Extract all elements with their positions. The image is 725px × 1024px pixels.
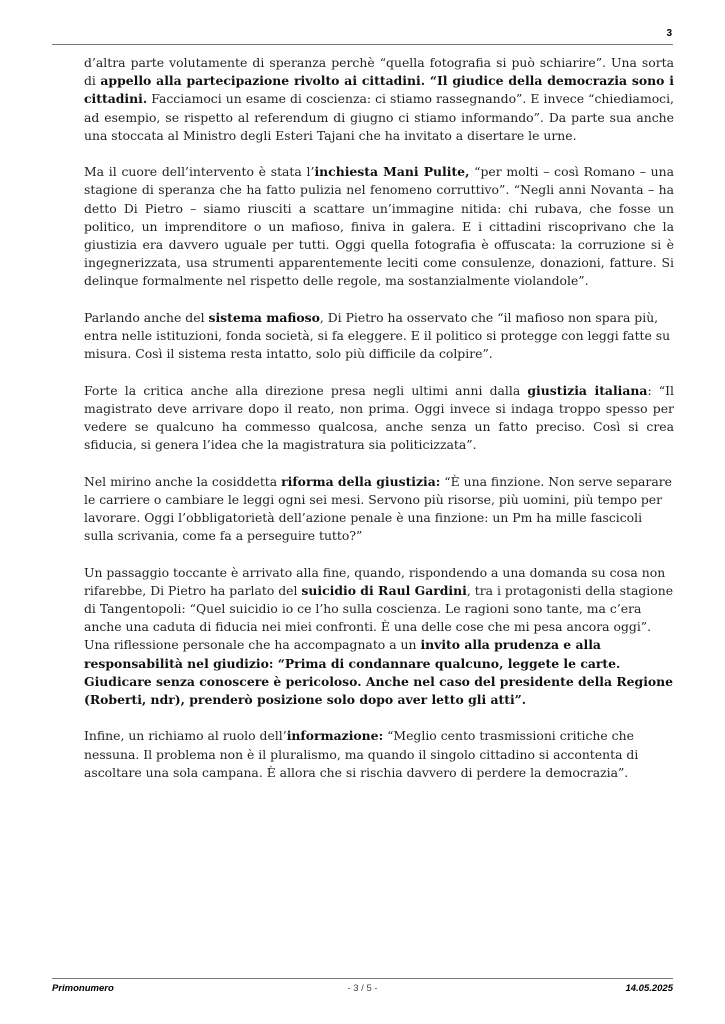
bold-text: informazione: [286,728,384,744]
bold-text: suicidio di Raul Gardini [301,582,467,598]
paragraph-text: , tra i protagonisti della stagione di Tangentopoli: “Quel suicidio io ce l’ho sulla coscienza. Le ragioni sono tante, ma c’era anche una caduta di fiducia nei miei confronti. È una delle cose che mi pesa ancora oggi”. Una riflessione personale che ha accompagnato a un [84,582,674,653]
footer [52,983,673,997]
bold-text: appello alla partecipazione rivolto ai cittadini. “Il giudice della democrazia sono i cittadini. [84,73,674,107]
paragraph-text: d’altra parte volutamente di speranza perchè “quella fotografia si può schiarire”. Una sorta di [84,55,674,89]
paragraph-text: Ma il cuore dell’intervento è stata l’ [84,164,315,180]
page-number: 3 [666,28,672,39]
footer-page-indicator: - 3 / 5 - [347,983,378,994]
bold-text: invito alla prudenza e alla responsabilità nel giudizio: “Prima di condannare qualcuno, leggete le carte. Giudicare senza conoscere è pericoloso. Anche nel caso del presidente della Regione (Roberti, ndr), prenderò posizione solo dopo aver letto gli atti”. [84,637,674,708]
footer-divider [52,978,673,979]
paragraph-text: Nel mirino anche la cosiddetta [84,473,282,489]
paragraph-text: Infine, un richiamo al ruolo dell’ [84,728,287,744]
article-paragraph [84,382,674,455]
header-divider [52,44,673,45]
bold-text: riforma della giustizia: [281,473,441,489]
paragraph-text: “È una finzione. Non serve separare le carriere o cambiare le leggi ogni sei mesi. Servono più risorse, più uomini, più tempo per lavorare. Oggi l’obbligatorietà dell’azione penale è una finzione: un Pm ha mille fascicoli sulla scrivania, come fa a perseguire tutto?” [84,473,672,544]
bold-text: giustizia italiana [527,382,648,398]
footer-publication: Primonumero [52,983,114,994]
article-body [84,54,674,800]
paragraph-text: , Di Pietro ha osservato che “il mafioso non spara più, entra nelle istituzioni, fonda società, si fa eleggere. E il politico si protegge con leggi fatte su misura. Così il sistema resta intatto, solo più difficile da colpire”. [84,309,671,362]
paragraph-text: Un passaggio toccante è arrivato alla fine, quando, rispondendo a una domanda su cosa non rifarebbe, Di Pietro ha parlato del [84,564,666,598]
paragraph-text: : “Il magistrato deve arrivare dopo il reato, non prima. Oggi invece si indaga troppo spesso per vedere se qualcuno ha commesso qualcosa, anche senza un fatto preciso. Così si crea sfiducia, si genera l’idea che la magistratura sia politicizzata”. [84,382,674,453]
paragraph-text: Parlando anche del [84,309,209,325]
bold-text: inchiesta Mani Pulite, [314,164,470,180]
paragraph-text: “per molti – così Romano – una stagione di speranza che ha fatto pulizia nel fenomeno corruttivo”. “Negli anni Novanta – ha detto Di Pietro – siamo riusciti a scattare un’immagine nitida: chi rubava, che fosse un politico, un imprenditore o un mafioso, finiva in galera. E i cittadini riscoprivano che la giustizia era davvero uguale per tutti. Oggi quella fotografia è offuscata: la corruzione si è ingegnerizzata, usa strumenti apparentemente leciti come consulenze, donazioni, fatture. Si delinque formalmente nel rispetto delle regole, ma sostanzialmente violandole”. [84,164,675,289]
footer-date: 14.05.2025 [625,983,673,994]
bold-text: sistema mafioso [208,309,320,325]
paragraph-text: Facciamoci un esame di coscienza: ci stiamo rassegnando”. E invece “chiediamoci, ad esempio, se rispetto al referendum di giugno ci stiamo informando”. Da parte sua anche una stoccata al Ministro degli Esteri Tajani che ha invitato a disertare le urne. [84,91,674,143]
paragraph-text: Forte la critica anche alla direzione presa negli ultimi anni dalla [84,382,528,398]
article-paragraph [84,564,674,710]
paragraph-text: “Meglio cento trasmissioni critiche che nessuna. Il problema non è il pluralismo, ma quando il singolo cittadino si accontenta di ascoltare una sola campana. È allora che si rischia davvero di perdere la democrazia”. [84,728,639,780]
article-paragraph [84,163,674,290]
article-paragraph [84,473,674,546]
article-paragraph [84,54,674,145]
article-paragraph [84,727,674,782]
article-paragraph [84,309,674,364]
